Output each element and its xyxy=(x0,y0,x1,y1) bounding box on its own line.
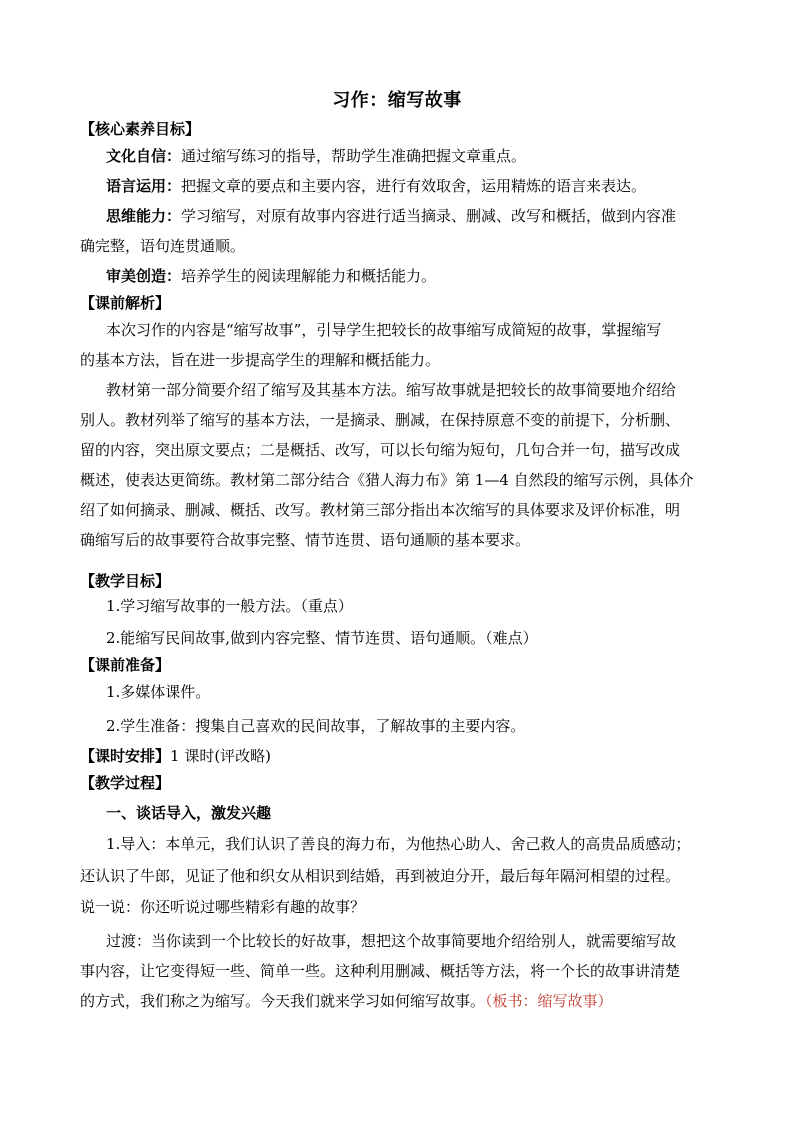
goal-item: 2.能缩写民间故事,做到内容完整、情节连贯、语句通顺。（难点） xyxy=(106,629,538,647)
analysis-p1-line: 本次习作的内容是“缩写故事”，引导学生把较长的故事缩写成简短的故事，掌握缩写 xyxy=(106,321,662,339)
process-intro-line: 1.导入：本单元，我们认识了善良的海力布，为他热心助人、舍己救人的高贵品质感动； xyxy=(106,835,691,853)
core-item-label: 思维能力： xyxy=(106,207,182,225)
analysis-p2-line: 概述，使表达更简练。教材第二部分结合《猎人海力布》第 1—4 自然段的缩写示例，具体介 xyxy=(80,471,694,489)
section-heading-analysis: 【课前解析】 xyxy=(80,294,171,312)
core-item-label: 审美创造： xyxy=(106,267,182,285)
schedule-line xyxy=(80,746,720,766)
core-item-text: 培养学生的阅读理解能力和概括能力。 xyxy=(181,267,437,285)
process-intro-line: 还认识了牛郎，见证了他和织女从相识到结婚，再到被迫分开，最后每年隔河相望的过程。 xyxy=(80,867,681,885)
process-transition-text: 的方式，我们称之为缩写。今天我们就来学习如何缩写故事。 xyxy=(80,992,486,1010)
analysis-p2-line: 留的内容，突出原文要点；二是概括、改写，可以长句缩为短句，几句合并一句，描写改成 xyxy=(80,441,681,459)
document-title: 习作：缩写故事 xyxy=(332,90,462,111)
core-item-2 xyxy=(106,176,720,196)
analysis-p2-line: 教材第一部分简要介绍了缩写及其基本方法。缩写故事就是把较长的故事简要地介绍给 xyxy=(106,381,677,399)
core-item-label: 文化自信： xyxy=(106,147,182,165)
section-heading-process: 【教学过程】 xyxy=(80,774,171,792)
analysis-p2-line: 别人。教材列举了缩写的基本方法，一是摘录、删减，在保持原意不变的前提下，分析删、 xyxy=(80,411,681,429)
section-heading-prep: 【课前准备】 xyxy=(80,656,171,674)
core-item-text: 把握文章的要点和主要内容，进行有效取舍，运用精炼的语言来表达。 xyxy=(181,177,647,195)
process-transition-line: 过渡：当你读到一个比较长的好故事，想把这个故事简要地介绍给别人，就需要缩写故 xyxy=(106,932,677,950)
process-transition-line xyxy=(80,991,720,1011)
core-item-4 xyxy=(106,266,720,286)
core-item-text: 学习缩写，对原有故事内容进行适当摘录、删减、改写和概括，做到内容准 xyxy=(181,207,677,225)
process-intro-line: 说一说：你还听说过哪些精彩有趣的故事？ xyxy=(80,898,366,916)
schedule-text: 1 课时(评改略) xyxy=(170,747,272,765)
prep-item: 1.多媒体课件。 xyxy=(106,683,211,701)
process-transition-line: 事内容，让它变得短一些、简单一些。这种利用删减、概括等方法，将一个长的故事讲清楚 xyxy=(80,962,681,980)
section-heading-goals: 【教学目标】 xyxy=(80,572,171,590)
core-item-1 xyxy=(106,146,720,166)
analysis-p1-line: 的基本方法，旨在进一步提高学生的理解和概括能力。 xyxy=(80,351,441,369)
goal-item: 1.学习缩写故事的一般方法。（重点） xyxy=(106,597,353,615)
process-subheading: 一、谈话导入，激发兴趣 xyxy=(106,804,272,822)
prep-item: 2.学生准备：搜集自己喜欢的民间故事，了解故事的主要内容。 xyxy=(106,717,526,735)
core-item-text: 通过缩写练习的指导，帮助学生准确把握文章重点。 xyxy=(181,147,527,165)
section-heading-core: 【核心素养目标】 xyxy=(80,120,201,138)
core-item-3 xyxy=(106,206,720,226)
analysis-p2-line: 绍了如何摘录、删减、概括、改写。教材第三部分指出本次缩写的具体要求及评价标准，明 xyxy=(80,501,681,519)
core-item-3-cont: 确完整，语句连贯通顺。 xyxy=(80,237,246,255)
board-note: （板书：缩写故事） xyxy=(485,992,613,1010)
section-heading-schedule: 【课时安排】 xyxy=(80,747,171,765)
analysis-p2-line: 确缩写后的故事要符合故事完整、情节连贯、语句通顺的基本要求。 xyxy=(80,531,531,549)
core-item-label: 语言运用： xyxy=(106,177,182,195)
